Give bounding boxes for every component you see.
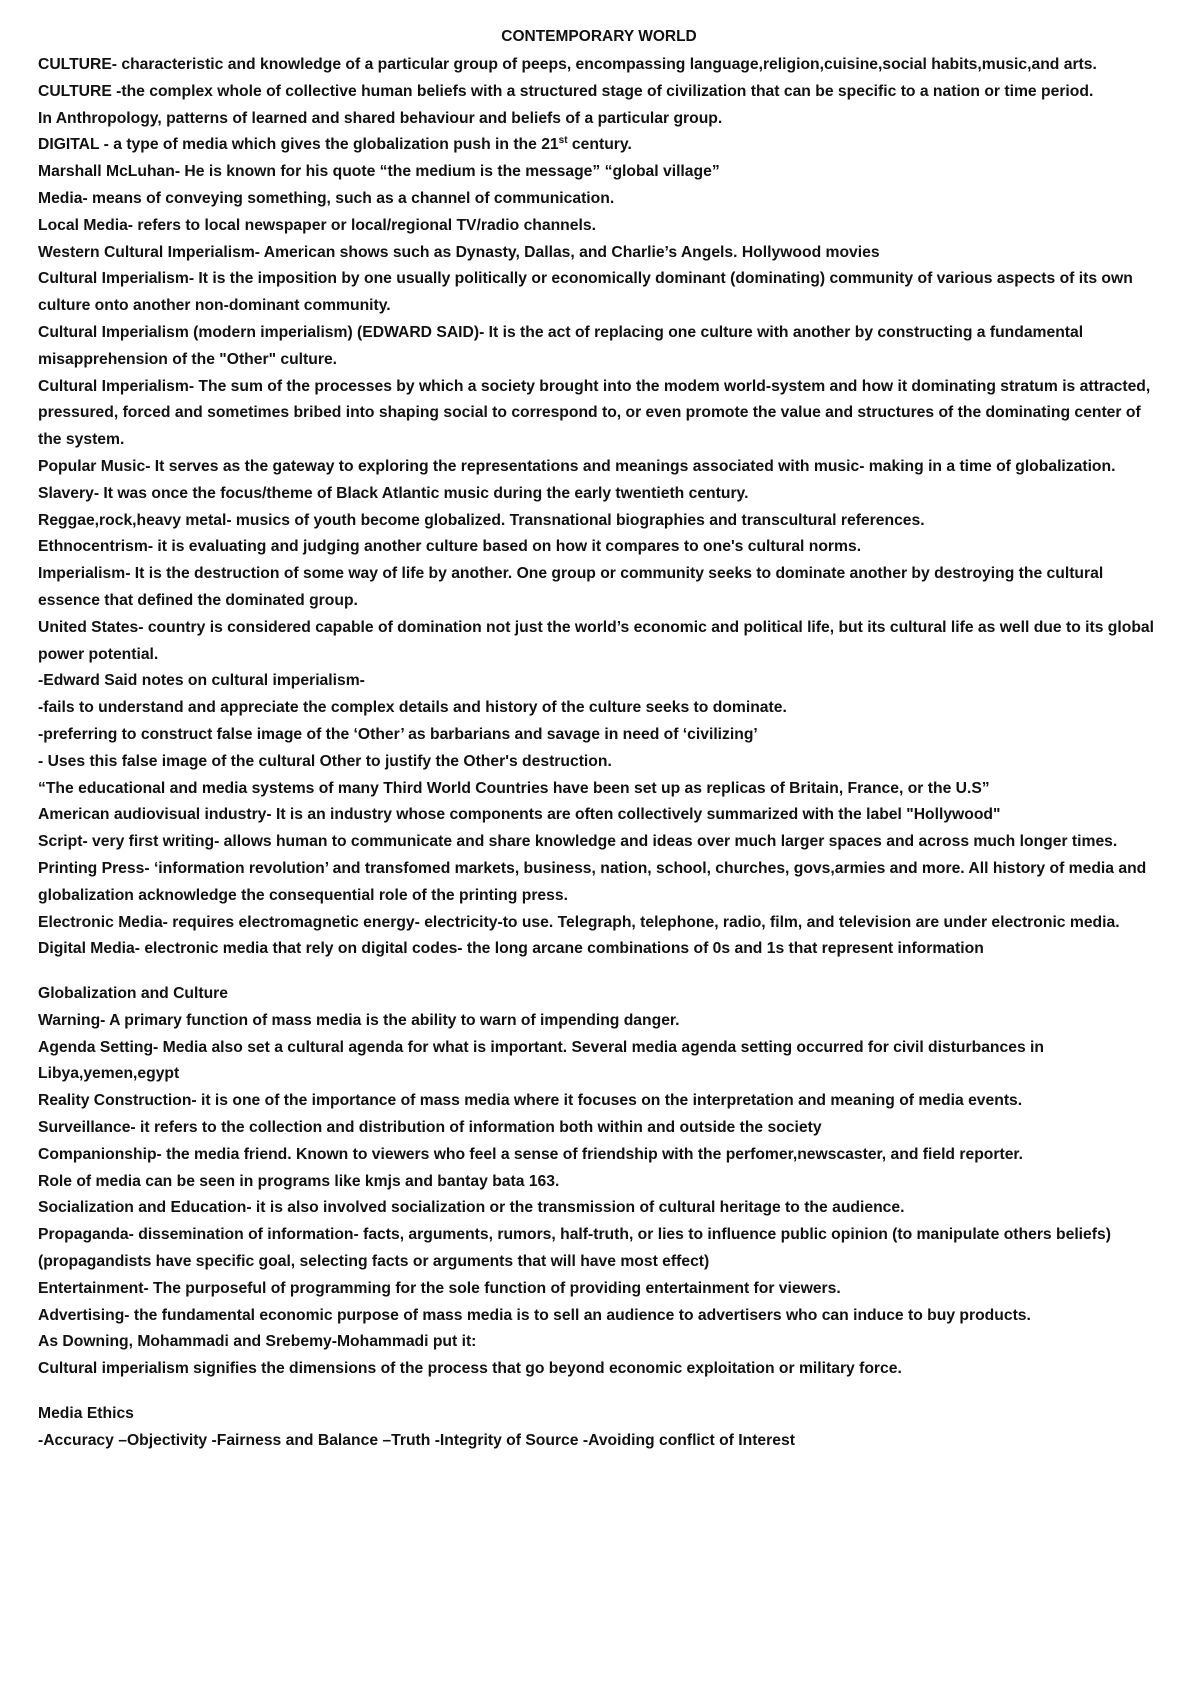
text-line: Agenda Setting- Media also set a cultural agenda for what is important. Several media agenda setting occurred for civil disturbances in Libya,yemen,egypt (38, 1038, 1044, 1083)
text-line: Advertising- the fundamental economic purpose of mass media is to sell an audience to advertisers who can induce to buy products. (38, 1306, 1031, 1324)
culture-definition-1: CULTURE- characteristic and knowledge of a particular group of peeps, encompassing language,religion,cuisine,social habits,music,and arts. (38, 56, 1097, 73)
ethics-list: -Accuracy –Objectivity -Fairness and Balance –Truth -Integrity of Source -Avoiding conflict of Interest (38, 1431, 795, 1449)
text-line: American audiovisual industry- It is an industry whose components are often collectively summarized with the label "Hollywood" (38, 806, 1001, 824)
section-heading-ethics: Media Ethics (38, 1405, 134, 1423)
text-line: -preferring to construct false image of the ‘Other’ as barbarians and savage in need of ‘civilizing’ (38, 725, 758, 743)
section-spacer (38, 963, 1160, 981)
text-line: Propaganda- dissemination of information- facts, arguments, rumors, half-truth, or lies to influence public opinion (to manipulate others beliefs) (propagandists have specific goal, selecting facts or arguments that will have most effect) (38, 1226, 1111, 1271)
text-line: “The educational and media systems of many Third World Countries have been set up as replicas of Britain, France, or the U.S” (38, 779, 990, 797)
text-line: Cultural Imperialism- The sum of the processes by which a society brought into the modem world-system and how it dominating stratum is attracted, pressured, forced and sometimes bribed into shaping social to correspond to, or even promote the value and structures of the dominating center of the system. (38, 377, 1151, 449)
text-line: Electronic Media- requires electromagnetic energy- electricity-to use. Telegraph, telephone, radio, film, and television are under electronic media. (38, 913, 1120, 931)
text-line: Marshall McLuhan- He is known for his quote “the medium is the message” “global village” (38, 163, 720, 181)
text-line: Local Media- refers to local newspaper or local/regional TV/radio channels. (38, 216, 596, 234)
text-line: United States- country is considered capable of domination not just the world’s economic and political life, but its cultural life as well due to its global power potential. (38, 618, 1154, 663)
text-line: Slavery- It was once the focus/theme of Black Atlantic music during the early twentieth century. (38, 484, 749, 502)
page-title: CONTEMPORARY WORLD (501, 28, 697, 45)
text-line: Role of media can be seen in programs like kmjs and bantay bata 163. (38, 1172, 560, 1190)
text-line: Digital Media- electronic media that rely on digital codes- the long arcane combinations of 0s and 1s that represent information (38, 940, 984, 958)
digital-text: DIGITAL - a type of media which gives the globalization push in the 21 (38, 136, 559, 154)
text-line: Popular Music- It serves as the gateway to exploring the representations and meanings associated with music- making in a time of globalization. (38, 457, 1116, 475)
text-line: Warning- A primary function of mass media is the ability to warn of impending danger. (38, 1011, 680, 1029)
text-line: - Uses this false image of the cultural Other to justify the Other's destruction. (38, 752, 612, 770)
text-line: Ethnocentrism- it is evaluating and judging another culture based on how it compares to one's cultural norms. (38, 538, 862, 556)
text-line: Cultural imperialism signifies the dimensions of the process that go beyond economic exploitation or military force. (38, 1360, 902, 1378)
text-line: -fails to understand and appreciate the complex details and history of the culture seeks to dominate. (38, 699, 787, 717)
text-line: Media- means of conveying something, such as a channel of communication. (38, 189, 615, 207)
text-line: -Edward Said notes on cultural imperialism- (38, 672, 365, 690)
text-line: Reality Construction- it is one of the importance of mass media where it focuses on the interpretation and meaning of media events. (38, 1092, 1023, 1110)
text-line: Socialization and Education- it is also involved socialization or the transmission of cultural heritage to the audience. (38, 1199, 905, 1217)
ordinal-suffix: st (558, 135, 568, 147)
text-line: As Downing, Mohammadi and Srebemy-Mohammadi put it: (38, 1333, 477, 1351)
section-heading-globalization: Globalization and Culture (38, 985, 228, 1003)
section-spacer (38, 1383, 1160, 1401)
text-line: Cultural Imperialism- It is the imposition by one usually politically or economically dominant (dominating) community of various aspects of its own culture onto another non-dominant community. (38, 270, 1133, 315)
digital-text-end: century. (567, 136, 632, 154)
text-line: Script- very first writing- allows human to communicate and share knowledge and ideas over much larger spaces and across much longer times. (38, 833, 1118, 851)
culture-definition-2: CULTURE -the complex whole of collective human beliefs with a structured stage of civilization that can be specific to a nation or time period. (38, 82, 1094, 100)
text-line: Companionship- the media friend. Known to viewers who feel a sense of friendship with the perfomer,newscaster, and field reporter. (38, 1145, 1024, 1163)
digital-definition (38, 132, 1160, 159)
text-line: Entertainment- The purposeful of programming for the sole function of providing entertainment for viewers. (38, 1279, 841, 1297)
text-line: Reggae,rock,heavy metal- musics of youth become globalized. Transnational biographies and transcultural references. (38, 511, 925, 529)
text-line: Western Cultural Imperialism- American shows such as Dynasty, Dallas, and Charlie’s Angels. Hollywood movies (38, 243, 880, 261)
text-line: Cultural Imperialism (modern imperialism) (EDWARD SAID)- It is the act of replacing one culture with another by constructing a fundamental misapprehension of the "Other" culture. (38, 323, 1084, 368)
text-line: Printing Press- ‘information revolution’ and transfomed markets, business, nation, school, churches, govs,armies and more. All history of media and globalization acknowledge the consequential role of the printing press. (38, 859, 1147, 904)
text-line: Surveillance- it refers to the collection and distribution of information both within and outside the society (38, 1119, 822, 1137)
anthropology-definition: In Anthropology, patterns of learned and shared behaviour and beliefs of a particular group. (38, 109, 723, 127)
text-line: Imperialism- It is the destruction of some way of life by another. One group or community seeks to dominate another by destroying the cultural essence that defined the dominated group. (38, 565, 1104, 609)
